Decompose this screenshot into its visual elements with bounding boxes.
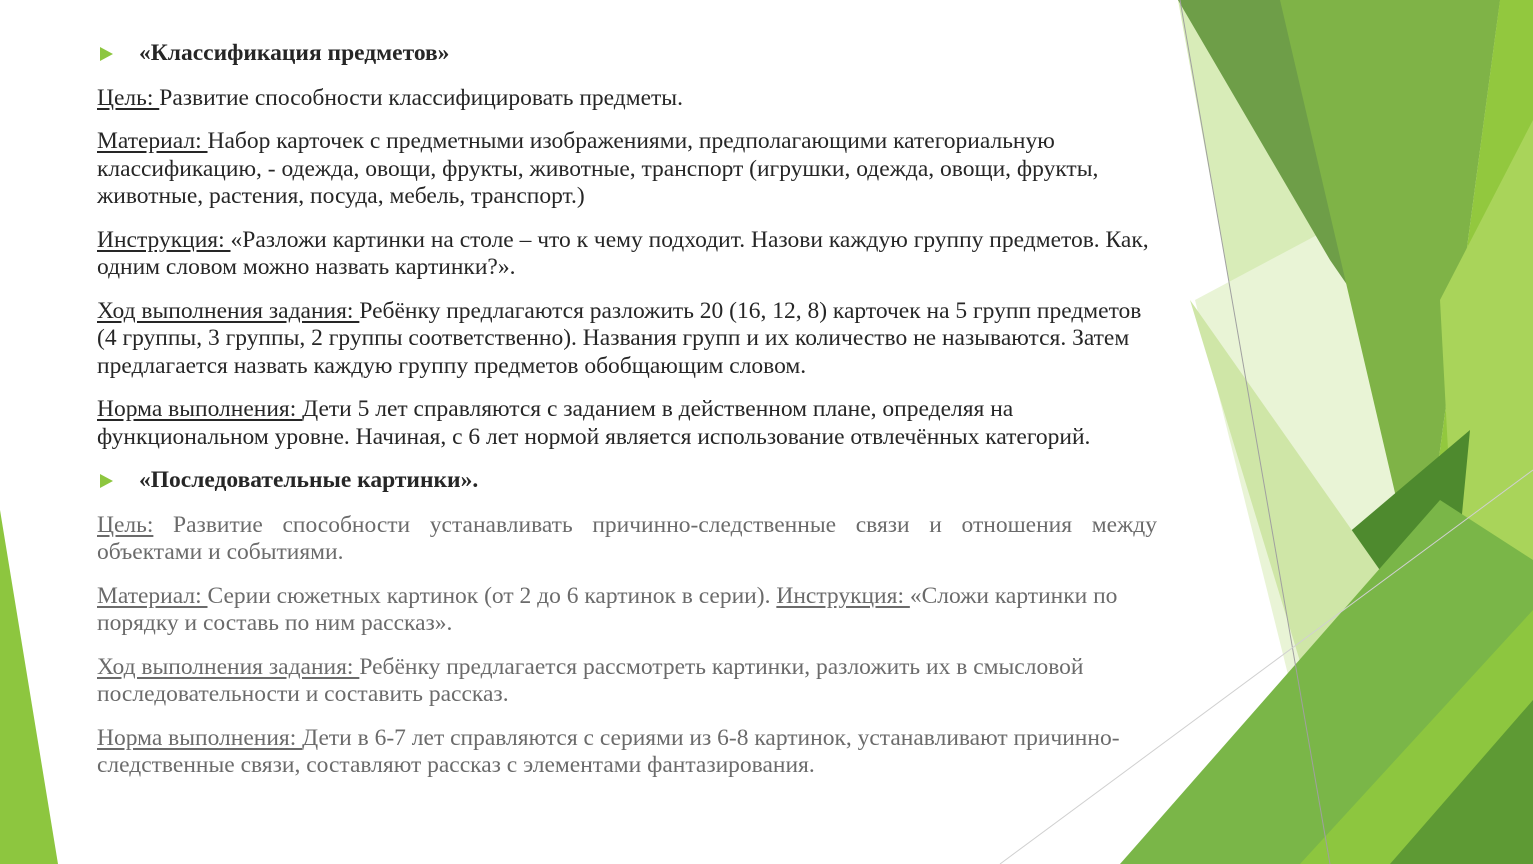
goal-label: Цель: <box>97 511 154 538</box>
material-label: Материал: <box>97 582 208 609</box>
procedure-text: Ребёнку предлагается рассмотреть картинки, разложить их в смысловой последовательности и составить рассказ. <box>97 653 1084 707</box>
goal-label: Цель: <box>97 84 160 111</box>
norm-label: Норма выполнения: <box>97 724 303 751</box>
bullet-arrow-icon <box>100 47 113 61</box>
procedure-label: Ход выполнения задания: <box>97 297 360 324</box>
section2-procedure <box>97 654 1157 709</box>
bullet-arrow-icon <box>100 474 113 488</box>
section2-goal <box>97 512 1157 567</box>
norm-label: Норма выполнения: <box>97 396 303 422</box>
procedure-text: Ребёнку предлагаются разложить 20 (16, 12, 8) карточек на 5 групп предметов (4 группы, 3 группы, 2 группы соответственно). Названия групп и их количество не называются. Затем предлагается назвать каждую группу предметов обобщающим словом. <box>97 297 1142 379</box>
norm-text: Дети 5 лет справляются с заданием в действенном плане, определяя на функциональном уровне. Начиная, с 6 лет нормой является использование отвлечённых категорий. <box>97 396 1091 450</box>
section1-goal <box>97 85 1157 113</box>
material-text: Серии сюжетных картинок (от 2 до 6 картинок в серии). <box>207 582 777 609</box>
instruction-label: Инструкция: <box>97 226 231 253</box>
procedure-label: Ход выполнения задания: <box>97 653 360 680</box>
section1-heading-text: «Классификация предметов» <box>139 40 450 66</box>
goal-text: Развитие способности классифицировать предметы. <box>159 84 683 111</box>
section1-procedure <box>97 298 1157 381</box>
section2-heading-text: «Последовательные картинки». <box>139 467 479 493</box>
instruction-text: «Сложи картинки по порядку и составь по ним рассказ». <box>97 582 1118 636</box>
left-green-sliver <box>0 510 58 864</box>
section2-norm <box>97 725 1157 780</box>
section1-heading <box>97 40 1157 68</box>
section1-material <box>97 128 1157 211</box>
section2-heading <box>97 467 1157 495</box>
instruction-label: Инструкция: <box>776 582 910 609</box>
instruction-text: «Разложи картинки на столе – что к чему подходит. Назови каждую группу предметов. Как, одним словом можно назвать картинки?». <box>97 226 1149 280</box>
norm-text: Дети в 6-7 лет справляются с сериями из 6-8 картинок, устанавливают причинно-следственные связи, составляют рассказ с элементами фантазирования. <box>97 724 1120 778</box>
slide-content <box>97 40 1157 796</box>
section2-material <box>97 583 1157 638</box>
material-text: Набор карточек с предметными изображениями, предполагающими категориальную классификацию, - одежда, овощи, фрукты, животные, транспорт (игрушки, одежда, овощи, фрукты, животные, растения, посуда, мебель, транспорт.) <box>97 128 1099 209</box>
goal-text: Развитие способности устанавливать причинно-следственные связи и отношения между объектами и событиями. <box>97 511 1157 565</box>
section1-norm <box>97 396 1157 451</box>
material-label: Материал: <box>97 128 208 154</box>
section1-instruction <box>97 227 1157 282</box>
